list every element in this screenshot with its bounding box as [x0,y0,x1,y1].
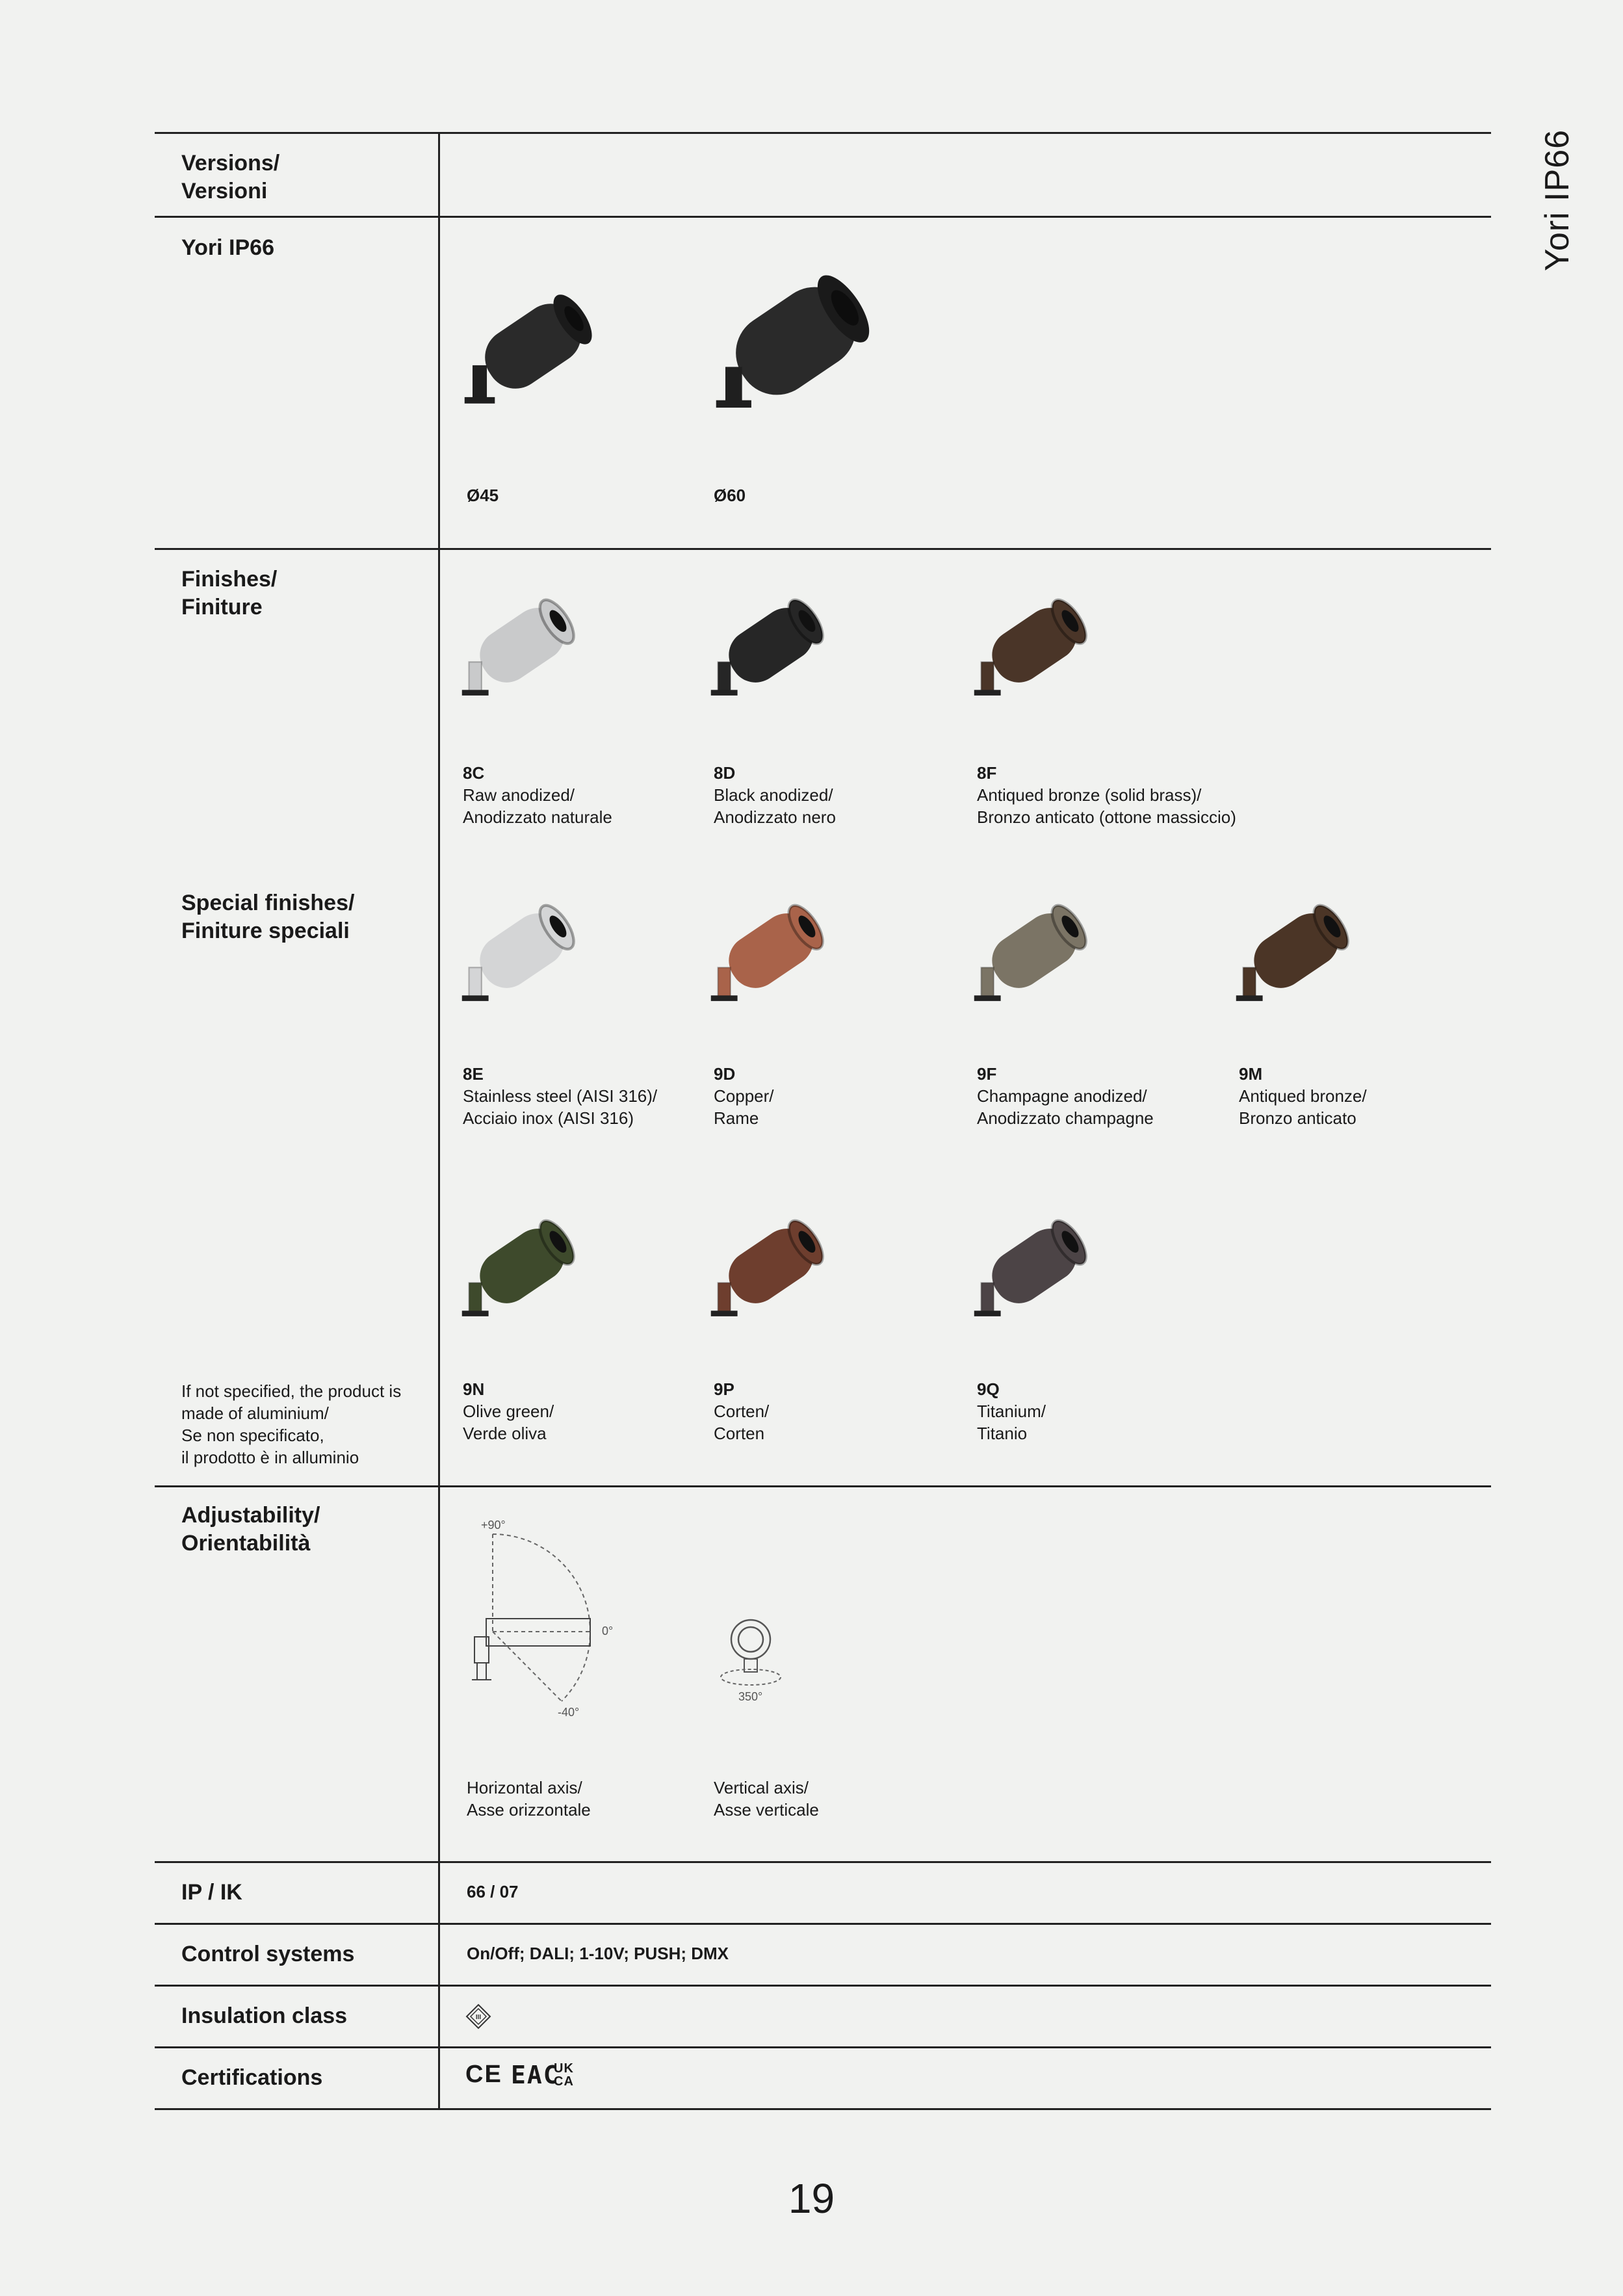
finish-caption: 9N Olive green/ Verde oliva [463,1379,554,1443]
rule [155,1985,1491,1987]
angle-label-bottom: -40° [558,1706,580,1719]
svg-text:III: III [475,2014,482,2021]
certifications-label: Certifications [181,2065,323,2090]
material-note: If not specified, the product is made of aluminium/ Se non specificato, il prodotto è in alluminio [181,1381,402,1467]
versions-label: Versions/ Versioni [181,151,280,203]
angle-label-top: +90° [481,1519,506,1532]
finish-caption: 8F Antiqued bronze (solid brass)/ Bronzo anticato (ottone massiccio) [977,763,1236,827]
finish-caption: 8C Raw anodized/ Anodizzato naturale [463,763,612,827]
side-title: Yori IP66 [1539,129,1576,272]
finish-caption: 8D Black anodized/ Anodizzato nero [714,763,836,827]
rule [155,548,1491,550]
ip-ik-label: IP / IK [181,1880,242,1905]
lamp-image-9Q [967,1196,1107,1336]
vertical-axis-caption: Vertical axis/ Asse verticale [714,1778,819,1820]
spotlight-icon [702,248,897,434]
lamp-image-9P [704,1196,844,1336]
page-number: 19 [788,2175,835,2222]
control-systems-value: On/Off; DALI; 1-10V; PUSH; DMX [467,1944,729,1963]
ce-mark-icon: CE [465,2061,502,2088]
finish-caption: 9P Corten/ Corten [714,1379,770,1443]
lamp-image-8D [704,575,844,715]
finishes-label: Finishes/ Finiture [181,567,278,620]
insulation-class-label: Insulation class [181,2003,348,2028]
rule [155,2046,1491,2048]
finish-caption: 9D Copper/ Rame [714,1064,774,1128]
angle-label-rotation: 350° [738,1690,763,1703]
special-finishes-label: Special finishes/ Finiture speciali [181,891,355,943]
lamp-image-9N [455,1196,595,1336]
spotlight-icon [455,267,617,426]
finish-caption: 9Q Titanium/ Titanio [977,1379,1046,1443]
horizontal-axis-diagram [463,1521,632,1736]
rule [155,1485,1491,1487]
lamp-image-9F [967,881,1107,1021]
finish-caption: 8E Stainless steel (AISI 316)/ Acciaio inox (AISI 316) [463,1064,658,1128]
lamp-image-9M [1229,881,1369,1021]
ukca-mark-icon: UKCA [554,2061,574,2089]
rule [155,132,1491,134]
product-label: Yori IP66 [181,235,274,260]
finish-caption: 9M Antiqued bronze/ Bronzo anticato [1239,1064,1367,1128]
lamp-image-8F [967,575,1107,715]
adjustability-label: Adjustability/ Orientabilità [181,1503,320,1556]
angle-label-zero: 0° [602,1624,614,1637]
lamp-image-60 [702,248,897,434]
ip-ik-value: 66 / 07 [467,1882,519,1901]
size-label-45: Ø45 [467,486,499,505]
insulation-class-iii-icon [465,2003,491,2029]
horizontal-axis-caption: Horizontal axis/ Asse orizzontale [467,1778,591,1820]
rule [155,216,1491,218]
finish-caption: 9F Champagne anodized/ Anodizzato champagne [977,1064,1154,1128]
eac-mark-icon: EAC [511,2061,560,2089]
column-divider [438,132,440,2109]
lamp-image-45 [455,267,617,426]
control-systems-label: Control systems [181,1942,355,1966]
lamp-image-8C [455,575,595,715]
vertical-axis-diagram [715,1612,786,1710]
size-label-60: Ø60 [714,486,746,505]
lamp-image-9D [704,881,844,1021]
rule [155,1923,1491,1925]
rule [155,2108,1491,2110]
lamp-image-8E [455,881,595,1021]
rule [155,1861,1491,1863]
